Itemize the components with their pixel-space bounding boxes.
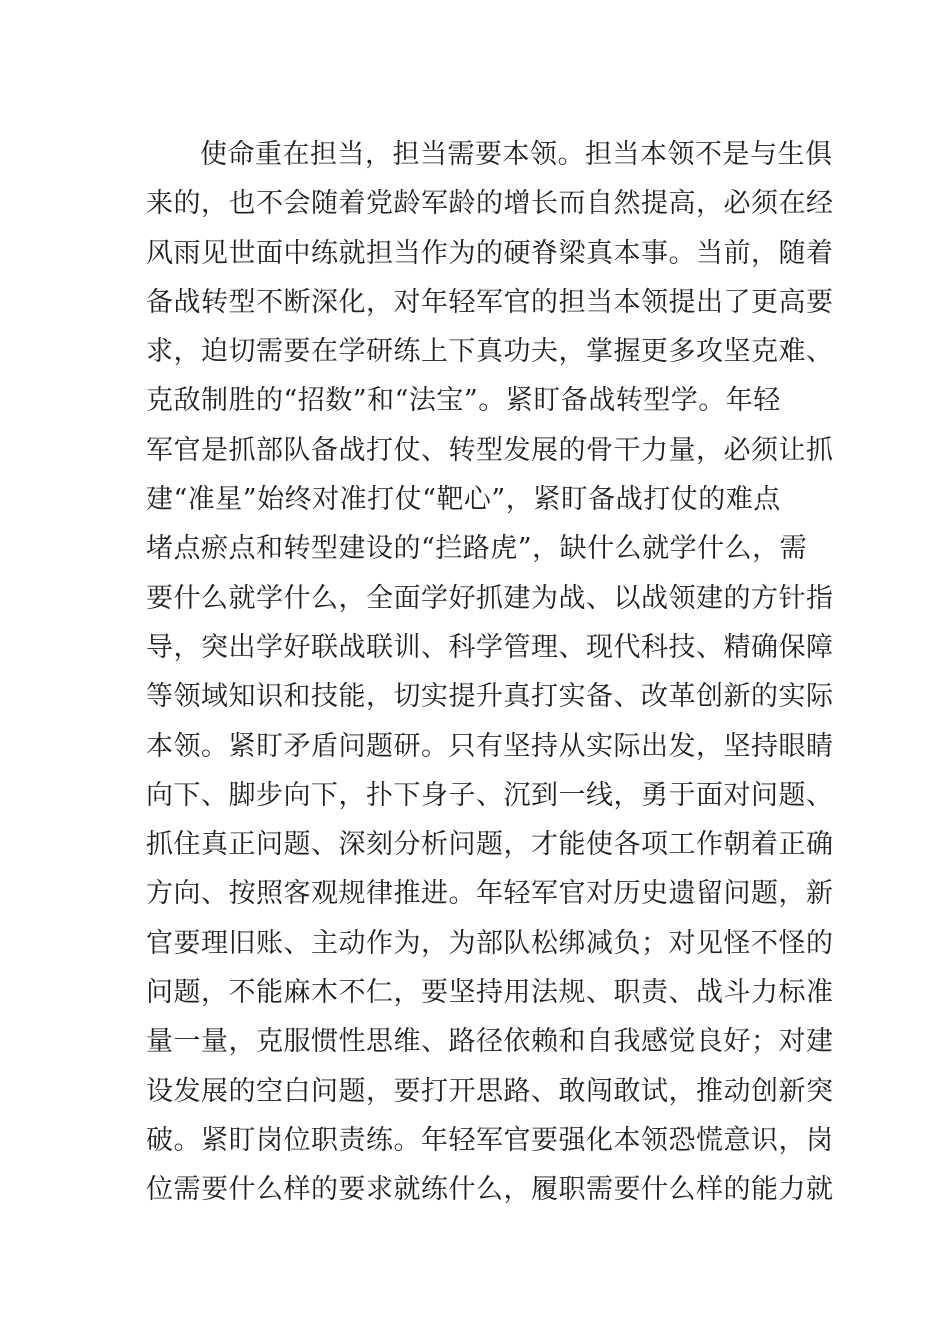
text-line: 备战转型不断深化，对年轻军官的担当本领提出了更高要	[146, 286, 834, 318]
body-paragraph	[146, 130, 834, 1215]
text-line: 破。紧盯岗位职责练。年轻军官要强化本领恐慌意识，岗	[146, 1124, 834, 1156]
text-line: 位需要什么样的要求就练什么，履职需要什么样的能力就	[146, 1174, 834, 1206]
text-line: 风雨见世面中练就担当作为的硬脊梁真本事。当前，随着	[146, 237, 834, 269]
text-line: 导，突出学好联战联训、科学管理、现代科技、精确保障	[146, 631, 834, 663]
text-line: 本领。紧盯矛盾问题研。只有坚持从实际出发，坚持眼睛	[146, 730, 834, 762]
text-line: 方向、按照客观规律推进。年轻军官对历史遗留问题，新	[146, 878, 834, 910]
text-line: 使命重在担当，担当需要本领。担当本领不是与生俱	[200, 139, 833, 170]
text-line: 官要理旧账、主动作为，为部队松绑减负；对见怪不怪的	[146, 927, 834, 959]
text-line: 求，迫切需要在学研练上下真功夫，掌握更多攻坚克难、	[146, 336, 834, 368]
text-line: 要什么就学什么，全面学好抓建为战、以战领建的方针指	[146, 582, 834, 614]
text-line: 克敌制胜的“招数”和“法宝”。紧盯备战转型学。年轻	[146, 385, 781, 417]
text-line: 量一量，克服惯性思维、路径依赖和自我感觉良好；对建	[146, 1026, 834, 1058]
text-line: 问题，不能麻木不仁，要坚持用法规、职责、战斗力标准	[146, 977, 834, 1009]
text-line: 抓住真正问题、深刻分析问题，才能使各项工作朝着正确	[146, 829, 834, 861]
text-line: 来的，也不会随着党龄军龄的增长而自然提高，必须在经	[146, 188, 834, 220]
text-line: 等领域知识和技能，切实提升真打实备、改革创新的实际	[146, 681, 834, 713]
text-line: 堵点瘀点和转型建设的“拦路虎”，缺什么就学什么，需	[146, 533, 808, 565]
text-line: 设发展的空白问题，要打开思路、敢闯敢试，推动创新突	[146, 1075, 834, 1107]
text-line: 军官是抓部队备战打仗、转型发展的骨干力量，必须让抓	[146, 434, 834, 466]
text-line: 向下、脚步向下，扑下身子、沉到一线，勇于面对问题、	[146, 779, 834, 811]
text-line: 建“准星”始终对准打仗“靶心”，紧盯备战打仗的难点	[146, 484, 781, 516]
